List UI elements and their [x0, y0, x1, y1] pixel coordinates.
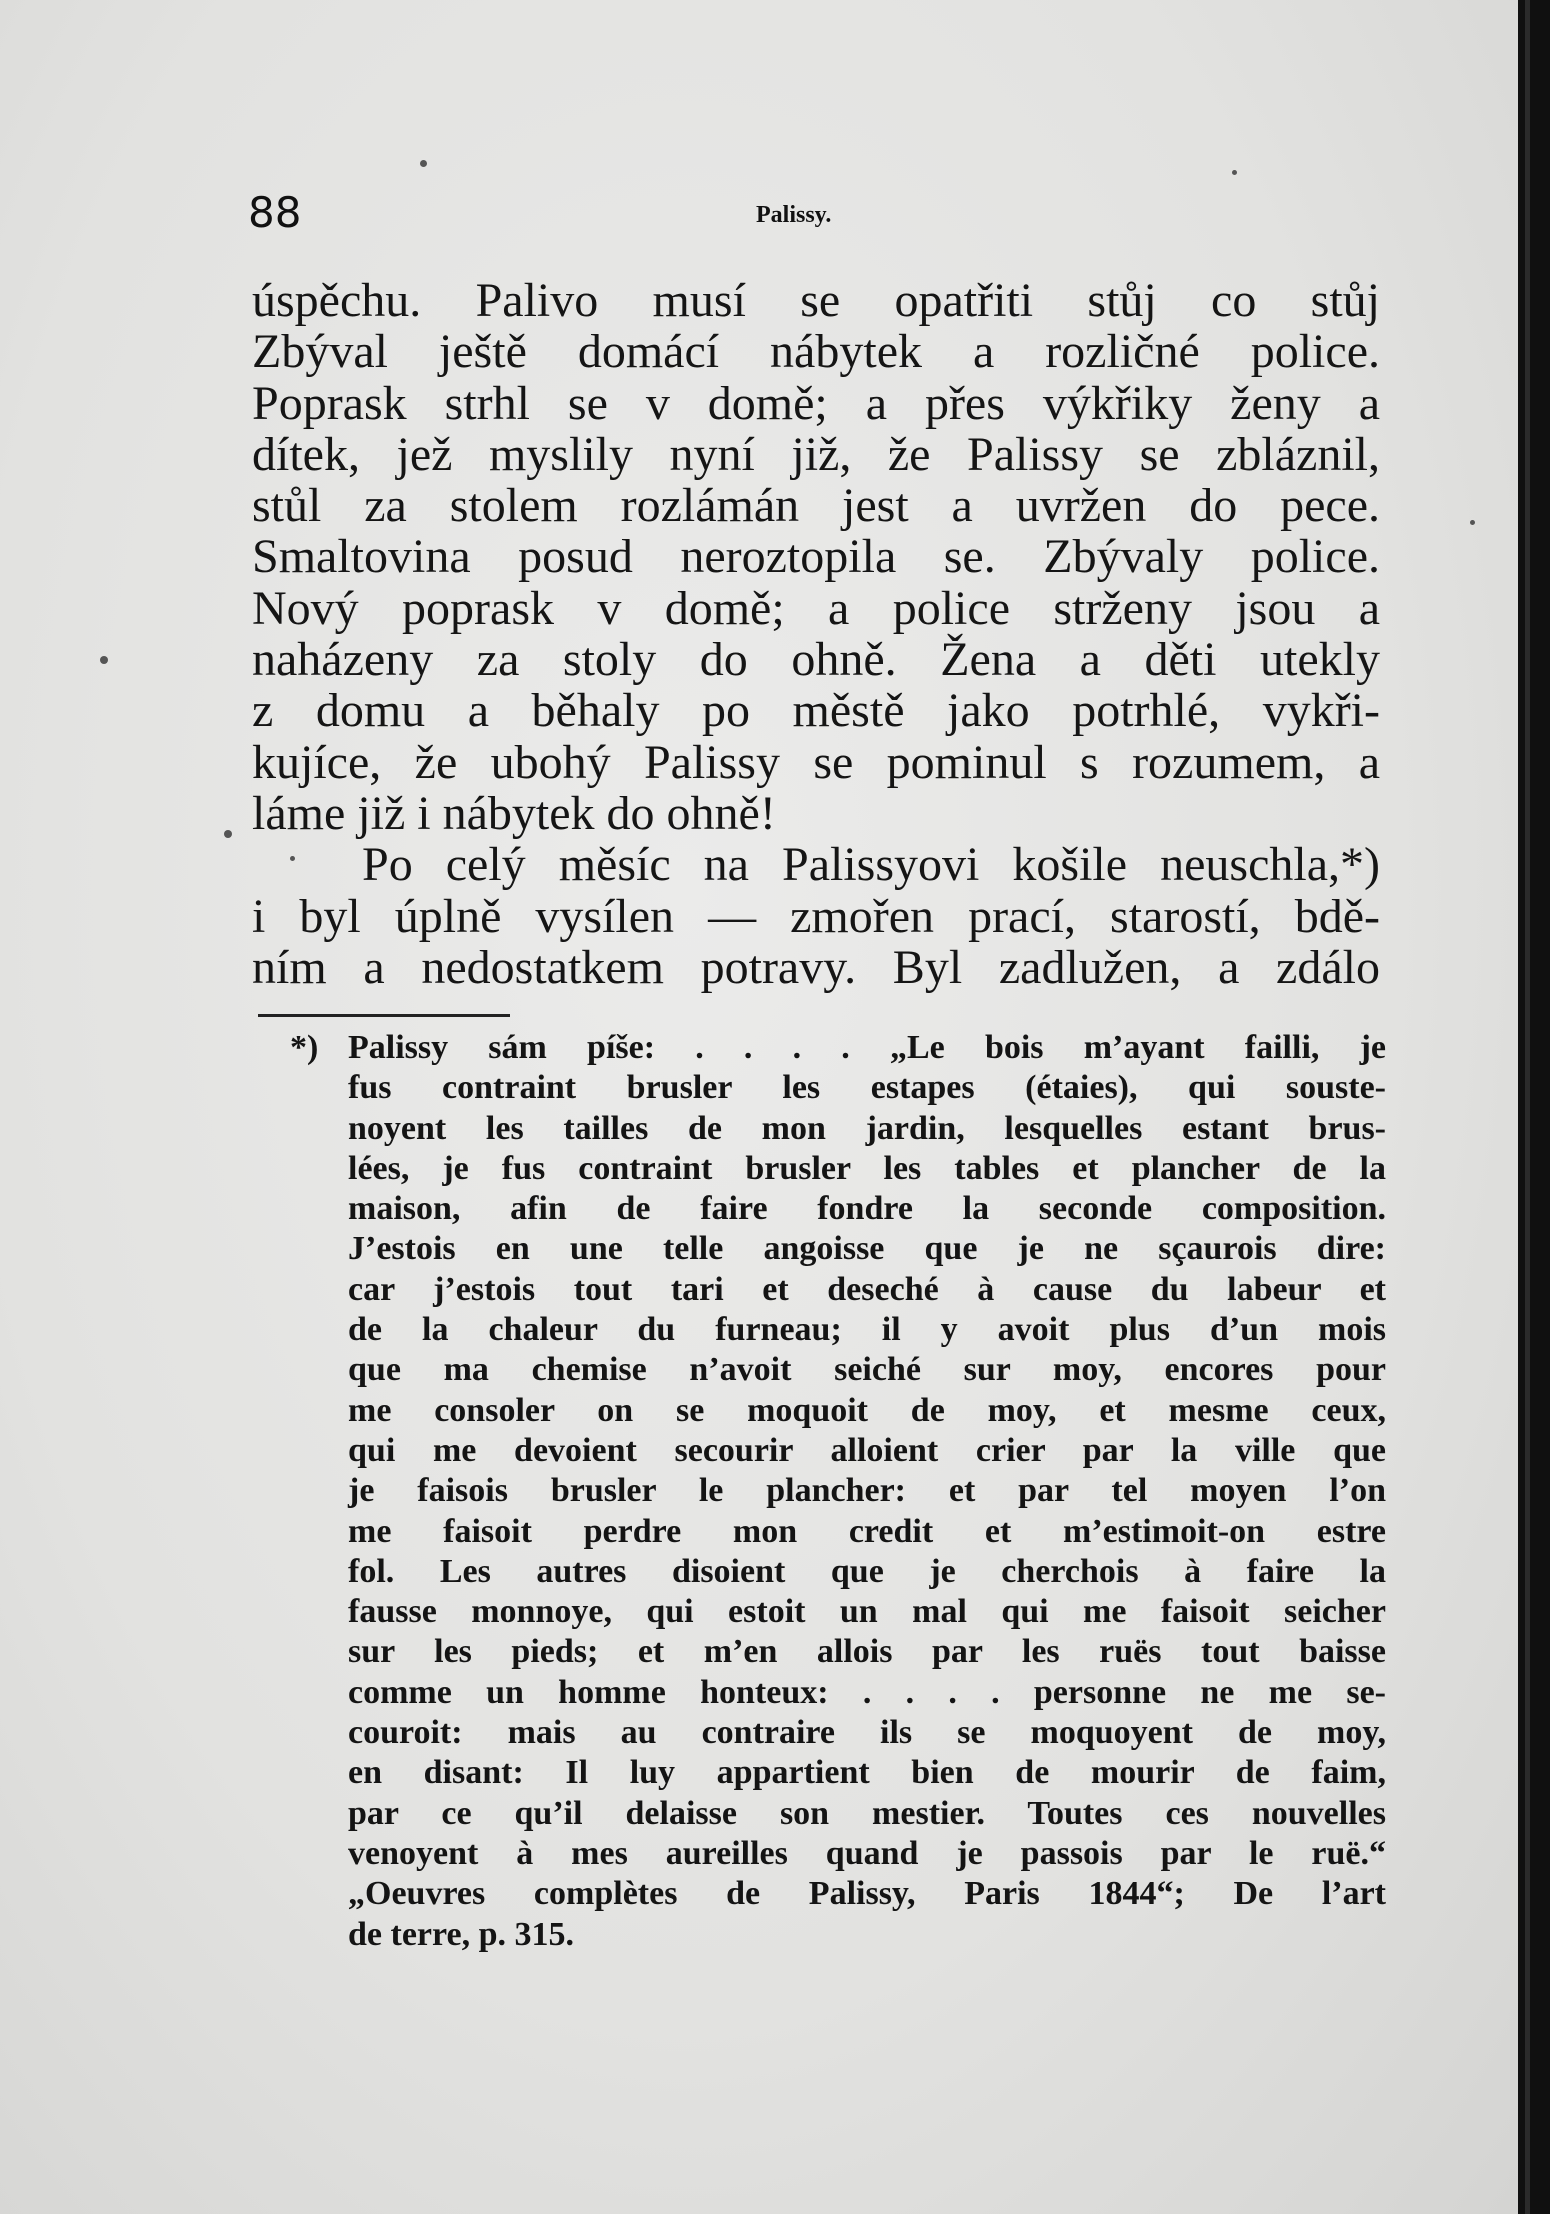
- footnote-line: en disant: Il luy appartient bien de mourir de faim,: [348, 1754, 1386, 1792]
- footnote-line: fus contraint brusler les estapes (étaies), qui souste-: [348, 1069, 1386, 1107]
- page-number: 88: [248, 188, 302, 237]
- footnote-line: qui me devoient secourir alloient crier par la ville que: [348, 1431, 1386, 1469]
- text-line: Nový poprask v domě; a police strženy jsou a: [252, 581, 1380, 635]
- footnote-line: fol. Les autres disoient que je cherchois à faire la: [348, 1552, 1386, 1590]
- text-line: Poprask strhl se v domě; a přes výkřiky ženy a: [252, 376, 1380, 430]
- footnote-line: „Oeuvres complètes de Palissy, Paris 1844“; De l’art: [348, 1875, 1386, 1913]
- footnote-line: J’estois en une telle angoisse que je ne sçaurois dire:: [348, 1230, 1386, 1268]
- paper-speck: [224, 830, 232, 838]
- footnote-line: car j’estois tout tari et deseché à cause du labeur et: [348, 1270, 1386, 1308]
- text-line: ním a nedostatkem potravy. Byl zadlužen, a zdálo: [252, 940, 1380, 994]
- footnote-line: comme un homme honteux: . . . . personne ne me se-: [348, 1673, 1386, 1711]
- footnote-line: que ma chemise n’avoit seiché sur moy, encores pour: [348, 1351, 1386, 1389]
- book-spine-line: [1525, 0, 1530, 2214]
- footnote-line: je faisois brusler le plancher: et par tel moyen l’on: [348, 1472, 1386, 1510]
- text-line: kujíce, že ubohý Palissy se pominul s rozumem, a: [252, 735, 1380, 789]
- paper-speck: [420, 160, 427, 167]
- footnote-line: de terre, p. 315.: [348, 1915, 574, 1953]
- running-head: Palissy.: [756, 202, 832, 228]
- text-line: dítek, jež myslily nyní již, že Palissy se zbláznil,: [252, 427, 1380, 481]
- footnote-line: lées, je fus contraint brusler les tables et plancher de la: [348, 1149, 1386, 1187]
- paper-speck: [1470, 520, 1475, 525]
- footnote-line: noyent les tailles de mon jardin, lesquelles estant brus-: [348, 1109, 1386, 1147]
- footnote-rule: [258, 1014, 510, 1017]
- text-line: láme již i nábytek do ohně!: [252, 786, 776, 840]
- footnote-line: maison, afin de faire fondre la seconde composition.: [348, 1190, 1386, 1228]
- text-line: z domu a běhaly po městě jako potrhlé, vykři-: [252, 684, 1380, 738]
- footnote-line: de la chaleur du furneau; il y avoit plus d’un mois: [348, 1311, 1386, 1349]
- paper-speck: [100, 656, 108, 664]
- text-line: i byl úplně vysílen — zmořen prací, starostí, bdě-: [252, 889, 1380, 943]
- footnote-text: [348, 1028, 1386, 1955]
- footnote-line: venoyent à mes aureilles quand je passois par le ruë.“: [348, 1834, 1386, 1872]
- footnote-line: par ce qu’il delaisse son mestier. Toutes ces nouvelles: [348, 1794, 1386, 1832]
- text-line: Smaltovina posud neroztopila se. Zbývaly police.: [252, 530, 1380, 584]
- text-line: úspěchu. Palivo musí se opatřiti stůj co stůj: [252, 274, 1380, 327]
- text-line: naházeny za stoly do ohně. Žena a děti utekly: [252, 633, 1380, 687]
- footnote-line: sur les pieds; et m’en allois par les ruës tout baisse: [348, 1633, 1386, 1671]
- book-edge-shadow: [1518, 0, 1550, 2214]
- text-line: stůl za stolem rozlámán jest a uvržen do pece.: [252, 479, 1380, 533]
- footnote-line: me faisoit perdre mon credit et m’estimoit-on estre: [348, 1512, 1386, 1550]
- body-text: [252, 275, 1380, 993]
- footnote-line: me consoler on se moquoit de moy, et mesme ceux,: [348, 1391, 1386, 1429]
- page-header: [248, 188, 1378, 248]
- footnote-line: couroit: mais au contraire ils se moquoyent de moy,: [348, 1714, 1386, 1752]
- paper-speck: [1232, 170, 1237, 175]
- text-line: Po celý měsíc na Palissyovi košile neuschla,*): [362, 838, 1380, 892]
- footnote-line: fausse monnoye, qui estoit un mal qui me faisoit seicher: [348, 1593, 1386, 1631]
- text-line: Zbýval ještě domácí nábytek a rozličné police.: [252, 325, 1380, 379]
- footnote-marker: *): [290, 1029, 319, 1066]
- footnote-line: Palissy sám píše: . . . . „Le bois m’ayant failli, je: [348, 1029, 1386, 1066]
